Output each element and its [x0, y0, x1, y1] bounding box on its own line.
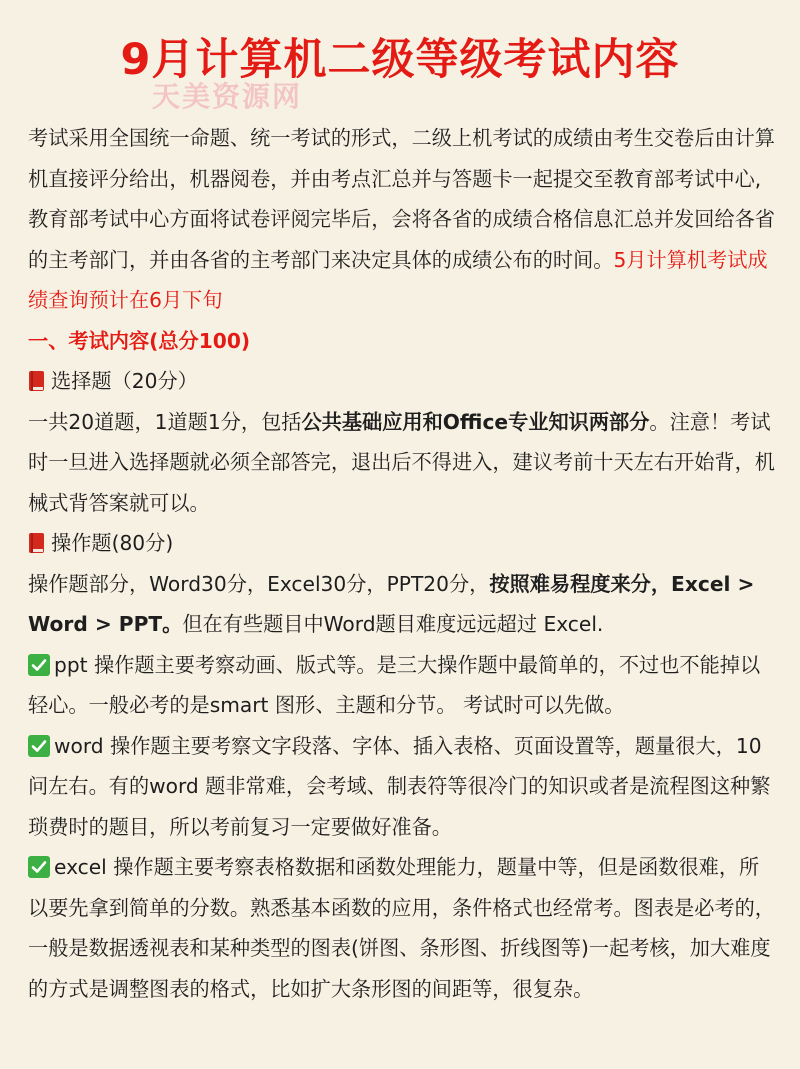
item-excel-text: excel 操作题主要考察表格数据和函数处理能力，题量中等，但是函数很难，所以要先拿到简单的分数。熟悉基本函数的应用，条件格式也经常考。图表是必考的，一般是数据透视表和某种类型的图表(饼图、条形图、折线图等)一起考核，加大难度的方式是调整图表的格式，比如扩大条形图的间距等，很复杂。 — [28, 855, 775, 1001]
operation-label-row — [28, 523, 776, 564]
red-book-icon — [28, 532, 45, 554]
intro-highlight: 5月计算机考试成绩查询预计在6月下旬 — [28, 247, 768, 312]
item-word-text: word 操作题主要考察文字段落、字体、插入表格、页面设置等，题量很大，10问左右。有的word 题非常难，会考域、制表符等很冷门的知识或者是流程图这种繁琐费时的题目，所以考前复习一定要做好准备。 — [28, 733, 771, 839]
operation-label: 操作题(80分) — [51, 531, 174, 555]
choice-text-b: 。注意！考试时一旦进入选择题就必须全部答完，退出后不得进入，建议考前十天左右开始背，机械式背答案就可以。 — [28, 409, 775, 515]
item-ppt-text: ppt 操作题主要考察动画、版式等。是三大操作题中最简单的，不过也不能掉以轻心。一般必考的是smart 图形、主题和分节。 考试时可以先做。 — [28, 652, 761, 717]
green-check-icon — [28, 856, 50, 878]
intro-paragraph — [28, 118, 776, 321]
choice-text-bold: 公共基础应用和Office专业知识两部分 — [301, 409, 650, 434]
intro-text: 考试采用全国统一命题、统一考试的形式，二级上机考试的成绩由考生交卷后由计算机直接评分给出，机器阅卷，并由考点汇总并与答题卡一起提交至教育部考试中心,教育部考试中心方面将试卷评阅完毕后，会将各省的成绩合格信息汇总并发回给各省的主考部门，并由各省的主考部门来决定具体的成绩公布的时间。 — [28, 126, 775, 272]
green-check-icon — [28, 735, 50, 757]
section-heading: 一、考试内容(总分100) — [28, 328, 251, 353]
red-book-icon — [28, 370, 45, 392]
operation-text-b: 但在有些题目中Word题目难度远远超过 Excel. — [182, 612, 604, 636]
operation-paragraph — [28, 564, 776, 645]
page-title: 9月计算机二级等级考试内容 — [120, 35, 680, 85]
choice-label-row — [28, 361, 776, 402]
choice-paragraph — [28, 402, 776, 524]
item-ppt — [28, 645, 776, 726]
article-body — [28, 118, 776, 1009]
watermark: 天美资源网 — [152, 80, 303, 113]
choice-label: 选择题（20分） — [51, 369, 198, 393]
choice-text-a: 一共20道题，1道题1分，包括 — [28, 409, 302, 434]
item-word — [28, 726, 776, 848]
item-excel — [28, 847, 776, 1009]
operation-text-bold: 按照难易程度来分，Excel > Word > PPT。 — [28, 571, 755, 636]
green-check-icon — [28, 654, 50, 676]
operation-text-a: 操作题部分，Word30分，Excel30分，PPT20分， — [28, 571, 490, 596]
